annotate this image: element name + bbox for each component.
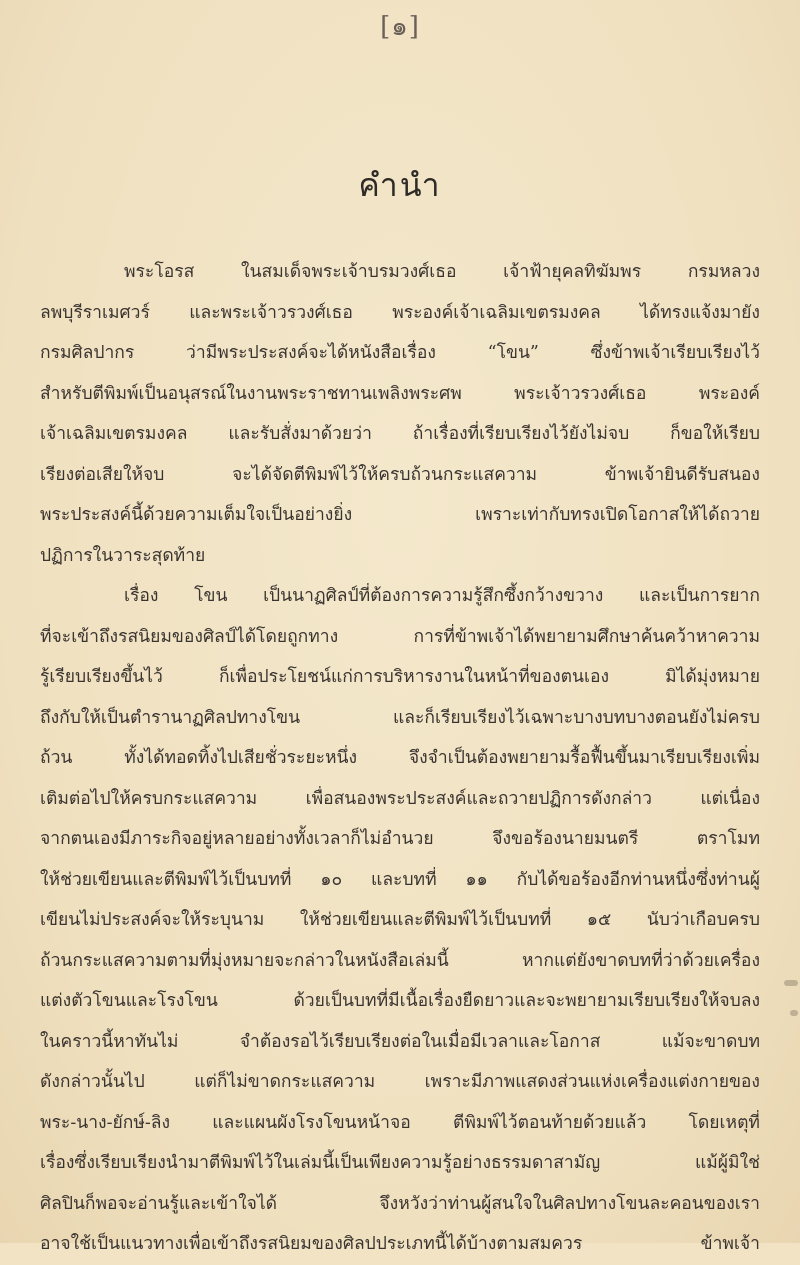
text-line: ปฏิการในวาระสุดท้าย: [40, 545, 206, 566]
ink-mark: [790, 1010, 798, 1016]
body-text: [40, 252, 760, 1265]
text-line: ศิลปินก็พอจะอ่านรู้และเข้าใจได้ จึงหวังว่าท่านผู้สนใจในศิลปทางโขนละคอนของเรา: [40, 1193, 760, 1214]
text-line: ถ้วนกระแสความตามที่มุ่งหมายจะกล่าวในหนังสือเล่มนี้ หากแต่ยังขาดบทที่ว่าด้วยเครื่อง: [40, 950, 760, 971]
text-line: ดังกล่าวนั้นไป แต่ก็ไม่ขาดกระแสความ เพราะมีภาพแสดงส่วนแห่งเครื่องแต่งกายของ: [40, 1072, 760, 1092]
text-line: เรื่องซึ่งเรียบเรียงนำมาตีพิมพ์ไว้ในเล่มนี้เป็นเพียงความรู้อย่างธรรมดาสามัญ แม้ผู้มิใช่: [40, 1153, 760, 1173]
text-line: ที่จะเข้าถึงรสนิยมของศิลป์ได้โดยถูกทาง การที่ข้าพเจ้าได้พยายามศึกษาค้นคว้าหาความ: [40, 626, 760, 647]
text-line: พระ-นาง-ยักษ์-ลิง และแผนผังโรงโขนหน้าจอ ตีพิมพ์ไว้ตอนท้ายด้วยแล้ว โดยเหตุที่: [40, 1112, 760, 1133]
text-line: ถึงกับให้เป็นตำรานาฏศิลปทางโขน และก็เรียบเรียงไว้เฉพาะบางบทบางตอนยังไม่ครบ: [40, 707, 760, 728]
text-line: ถ้วน ทั้งได้ทอดทิ้งไปเสียชั่วระยะหนึ่ง จึงจำเป็นต้องพยายามรื้อฟื้นขึ้นมาเรียบเรียงเพิ่ม: [40, 748, 760, 768]
ink-mark: [784, 980, 798, 986]
page-number: [๑]: [380, 12, 420, 42]
text-line: ในคราวนี้หาทันไม่ จำต้องรอไว้เรียบเรียงต่อในเมื่อมีเวลาและโอกาส แม้จะขาดบท: [40, 1031, 760, 1052]
text-line: สำหรับตีพิมพ์เป็นอนุสรณ์ในงานพระราชทานเพลิงพระศพ พระเจ้าวรวงศ์เธอ พระองค์: [40, 383, 760, 404]
text-line: เรื่อง โขน เป็นนาฏศิลป์ที่ต้องการความรู้สึกซึ้งกว้างขวาง และเป็นการยาก: [124, 586, 760, 606]
text-line: รู้เรียบเรียงขึ้นไว้ ก็เพื่อประโยชน์แก่การบริหารงานในหน้าที่ของตนเอง มิได้มุ่งหมาย: [40, 667, 760, 687]
text-line: ให้ช่วยเขียนและตีพิมพ์ไว้เป็นบทที่ ๑๐ และบทที่ ๑๑ กับได้ขอร้องอีกท่านหนึ่งซึ่งท่านผู้: [40, 869, 760, 890]
page-title: คำนำ: [358, 166, 442, 204]
text-line: แต่งตัวโขนและโรงโขน ด้วยเป็นบทที่มีเนื้อเรื่องยืดยาวและจะพยายามเรียบเรียงให้จบลง: [40, 991, 760, 1011]
text-line: เจ้าเฉลิมเขตรมงคล และรับสั่งมาด้วยว่า ถ้าเรื่องที่เรียบเรียงไว้ยังไม่จบ ก็ขอให้เรียบ: [40, 424, 760, 444]
text-line: กรมศิลปากร ว่ามีพระประสงค์จะได้หนังสือเรื่อง “โขน” ซึ่งข้าพเจ้าเรียบเรียงไว้: [40, 343, 760, 363]
text-line: เรียงต่อเสียให้จบ จะได้จัดตีพิมพ์ไว้ให้ครบถ้วนกระแสความ ข้าพเจ้ายินดีรับสนอง: [40, 464, 760, 485]
text-line: พระโอรส ในสมเด็จพระเจ้าบรมวงศ์เธอ เจ้าฟ้ายุคลทิฆัมพร กรมหลวง: [124, 262, 760, 282]
text-line: ลพบุรีราเมศวร์ และพระเจ้าวรวงศ์เธอ พระองค์เจ้าเฉลิมเขตรมงคล ได้ทรงแจ้งมายัง: [40, 302, 760, 323]
text-line: เติมต่อไปให้ครบกระแสความ เพื่อสนองพระประสงค์และถวายปฏิการดังกล่าว แต่เนื่อง: [40, 788, 760, 809]
text-line: จากตนเองมีภาระกิจอยู่หลายอย่างทั้งเวลาก็ไม่อำนวย จึงขอร้องนายมนตรี ตราโมท: [40, 829, 760, 849]
text-line: เขียนไม่ประสงค์จะให้ระบุนาม ให้ช่วยเขียนและตีพิมพ์ไว้เป็นบทที่ ๑๕ นับว่าเกือบครบ: [40, 910, 760, 930]
text-line: พระประสงค์นี้ด้วยความเต็มใจเป็นอย่างยิ่ง เพราะเท่ากับทรงเปิดโอกาสให้ได้ถวาย: [40, 505, 760, 525]
text-line: อาจใช้เป็นแนวทางเพื่อเข้าถึงรสนิยมของศิลปประเภทนี้ได้บ้างตามสมควร ข้าพเจ้า: [40, 1234, 760, 1254]
